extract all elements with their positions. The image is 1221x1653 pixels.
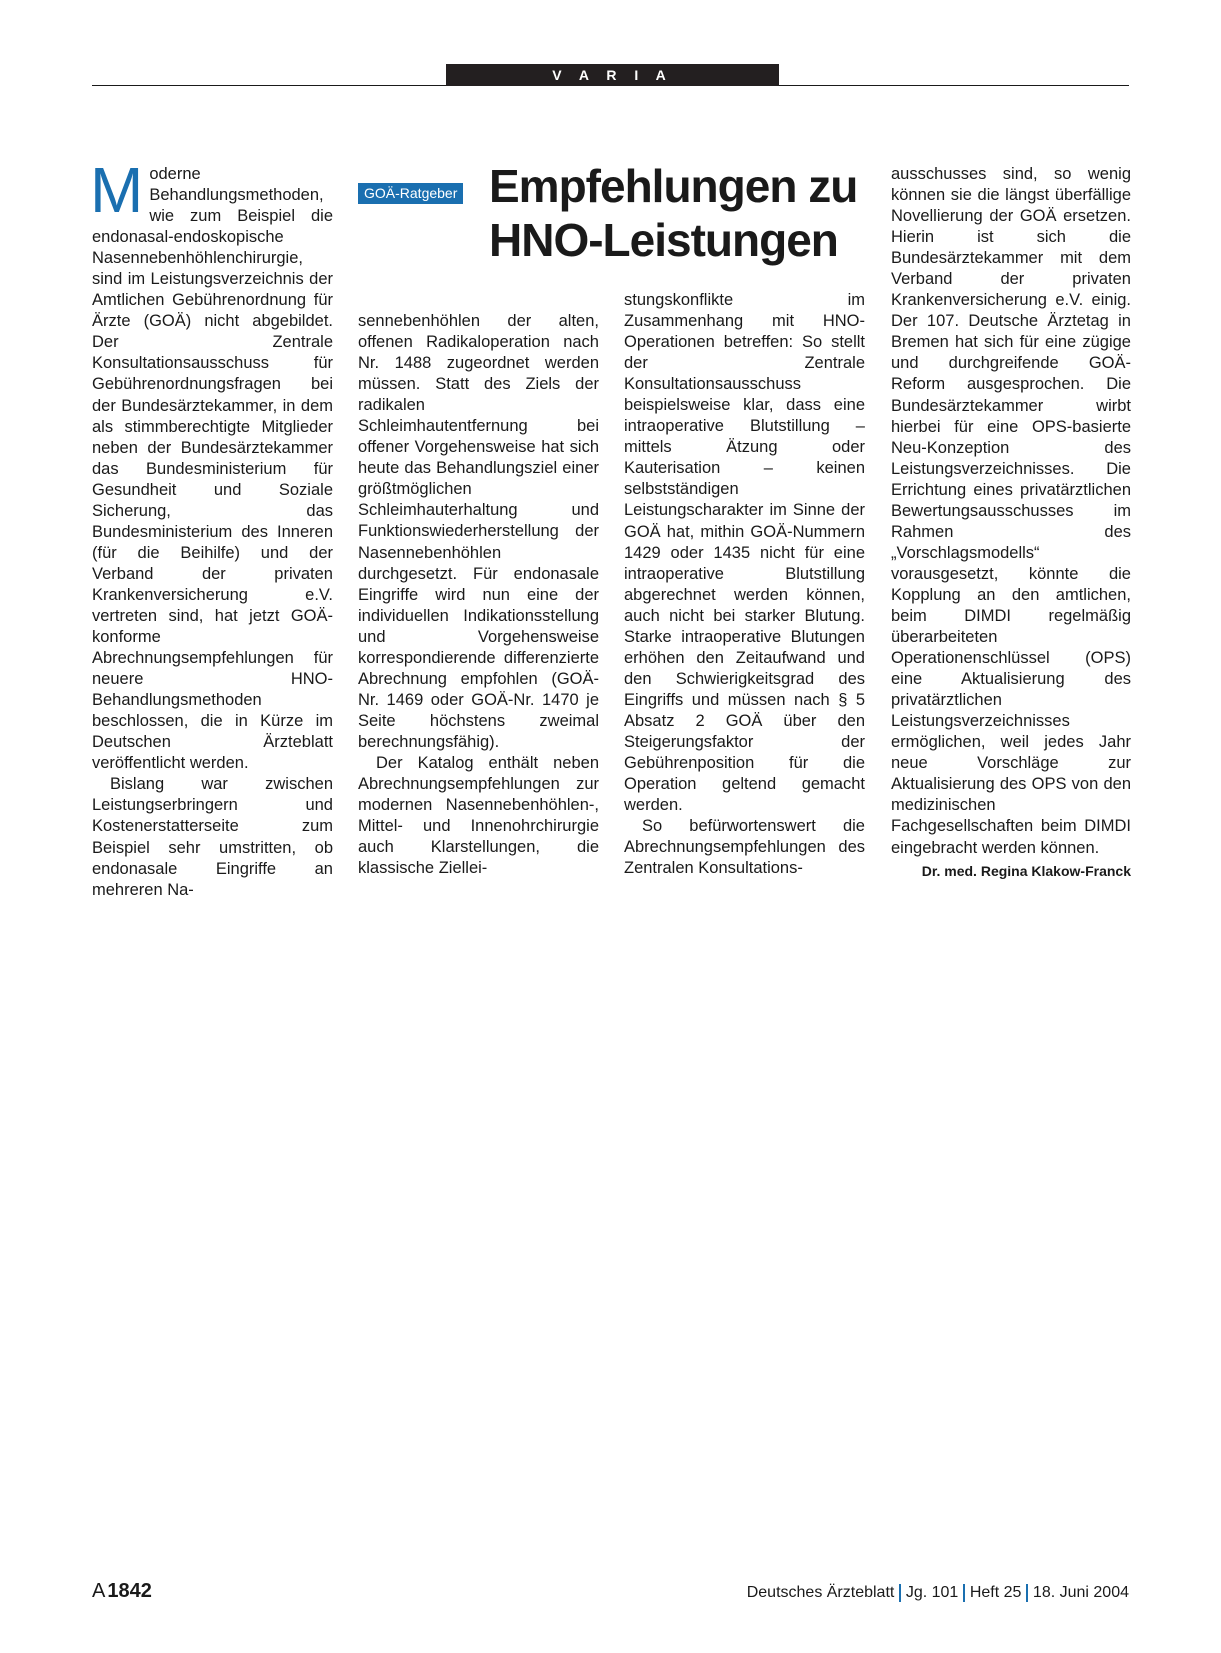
paragraph: ausschusses sind, so wenig können sie die längst überfällige Novellierung der GOÄ ersetzen. Hierin ist sich die Bundesärztekammer mit dem Verband der privaten Krankenversicherung e.V. einig. Der 107. Deutsche Ärztetag in Bremen hat sich für eine zügige und durchgreifende GOÄ-Reform ausgesprochen. Die Bundesärztekammer wirbt hierbei für eine OPS-basierte Neu-Konzeption des Leistungsverzeichnisses. Die Errichtung eines privatärztlichen Bewertungsausschusses im Rahmen des „Vorschlagsmodells“ vorausgesetzt, könnte die Kopplung an den amtlichen, beim DIMDI regelmäßig überarbeiteten Operationenschlüssel (OPS) eine Aktualisierung des privatärztlichen Leistungsverzeichnisses ermöglichen, weil jedes Jahr neue Vorschläge zur Aktualisierung des OPS von den medizinischen Fachgesellschaften beim DIMDI eingebracht werden können. (891, 165, 1131, 857)
journal-volume: Jg. 101 (905, 1584, 959, 1601)
journal-name: Deutsches Ärzteblatt (746, 1584, 895, 1601)
paragraph: sennebenhöhlen der alten, offenen Radikaloperation nach Nr. 1488 zugeordnet werden müssen. Statt des Ziels der radikalen Schleimhautentfernung bei offener Vorgehensweise hat sich heute das Behandlungsziel einer größtmöglichen Schleimhauterhaltung und Funktionswiederherstellung der Nasennebenhöhlen durchgesetzt. Für endonasale Eingriffe wird nun eine der individuellen Indikationsstellung und Vorgehensweise korrespondierende differenzierte Abrechnung empfohlen (GOÄ-Nr. 1469 oder GOÄ-Nr. 1470 je Seite höchstens zweimal berechnungsfähig). (358, 312, 599, 751)
page-folio (92, 1580, 152, 1603)
author-byline: Dr. med. Regina Klakow-Franck (921, 862, 1131, 879)
article-headline (489, 159, 869, 267)
footer-separator (1026, 1584, 1028, 1602)
headline-line-2: HNO-Leistungen (489, 214, 838, 266)
headline-line-1: Empfehlungen zu (489, 160, 858, 212)
footer-separator (899, 1584, 901, 1602)
article-column-3 (624, 290, 865, 879)
article-column-2 (358, 311, 599, 879)
paragraph: stungskonflikte im Zusammenhang mit HNO-Operationen betreffen: So stellt der Zentrale Konsultationsausschuss beispielsweise klar, dass eine intraoperative Blutstillung – mittels Ätzung oder Kauterisation – keinen selbstständigen Leistungscharakter im Sinne der GOÄ hat, mithin GOÄ-Nummern 1429 oder 1435 nicht für eine intraoperative Blutstillung abgerechnet werden können, auch nicht bei starker Blutung. Starke intraoperative Blutungen erhöhen den Zeitaufwand und den Schwierigkeitsgrad des Eingriffs und müssen nach § 5 Absatz 2 GOÄ über den Steigerungsfaktor der Gebührenposition für die Operation geltend gemacht werden. (624, 291, 865, 815)
article-column-1 (90, 154, 333, 901)
folio-prefix: A (92, 1580, 106, 1602)
paragraph: So befürwortenswert die Abrechnungsempfehlungen des Zentralen Konsultations- (624, 817, 865, 878)
drop-cap: M (90, 154, 144, 226)
journal-footer (747, 1584, 1129, 1602)
paragraph-text: oderne Behandlungsmethoden, wie zum Beispiel die endonasal-endoskopische Nasennebenhöhlenchirurgie, sind im Leistungsverzeichnis der Amtlichen Gebührenordnung für Ärzte (GOÄ) nicht abgebildet. Der Zentrale Konsultationsausschuss für Gebührenordnungsfragen bei der Bundesärztekammer, in dem als stimmberechtigte Mitglieder neben der Bundesärztekammer das Bundesministerium für Gesundheit und Soziale Sicherung, das Bundesministerium des Inneren (für die Beihilfe) und der Verband der privaten Krankenversicherung e.V. vertreten sind, hat jetzt GOÄ-konforme Abrechnungsempfehlungen für neuere HNO-Behandlungsmethoden beschlossen, die in Kürze im Deutschen Ärzteblatt veröffentlicht werden. (92, 165, 333, 773)
journal-date: 18. Juni 2004 (1032, 1584, 1129, 1601)
page-number: 1842 (107, 1580, 152, 1602)
article-column-4 (891, 164, 1131, 881)
journal-issue: Heft 25 (969, 1584, 1022, 1601)
paragraph: Bislang war zwischen Leistungserbringern und Kostenerstatterseite zum Beispiel sehr umstritten, ob endonasale Eingriffe an mehreren Na- (92, 775, 333, 899)
paragraph: Der Katalog enthält neben Abrechnungsempfehlungen zur modernen Nasennebenhöhlen-, Mittel- und Innenohrchirurgie auch Klarstellungen, die klassische Ziellei- (358, 753, 599, 878)
footer-separator (963, 1584, 965, 1602)
paragraph (90, 154, 333, 774)
rubric-badge: GOÄ-Ratgeber (358, 183, 463, 204)
section-label: V A R I A (446, 64, 779, 86)
